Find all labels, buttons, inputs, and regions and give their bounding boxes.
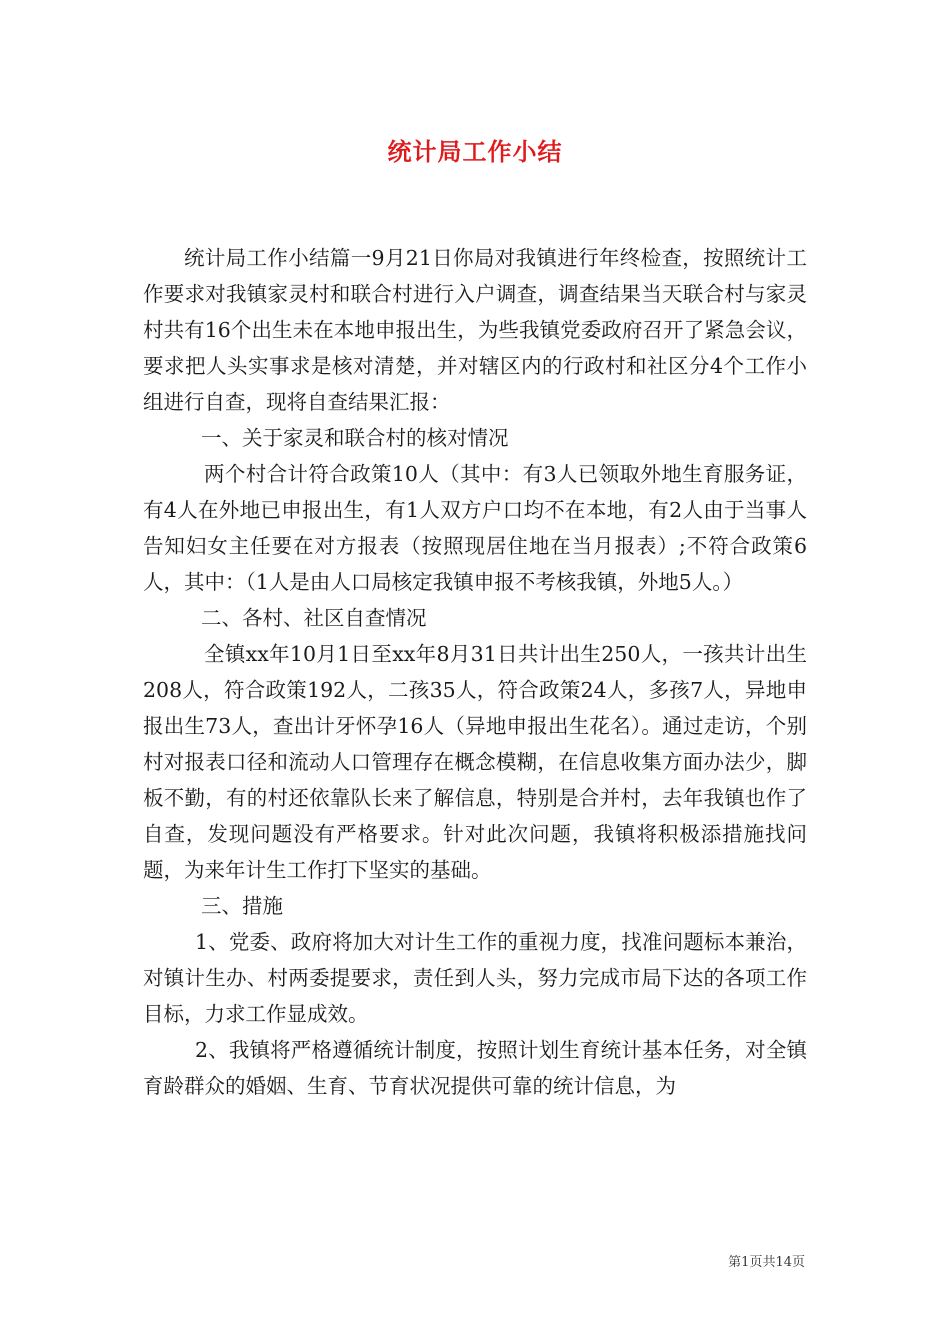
measure-item-1: 1、党委、政府将加大对计生工作的重视力度，找准问题标本兼治，对镇计生办、村两委提要求，责任到人头，努力完成市局下达的各项工作目标，力求工作显成效。 — [143, 930, 807, 1026]
page-number: 第1页共14页 — [728, 1255, 805, 1270]
measure-item-2: 2、我镇将严格遵循统计制度，按照计划生育统计基本任务，对全镇育龄群众的婚姻、生育、节育状况提供可靠的统计信息，为 — [143, 1038, 807, 1098]
section-paragraph-2: 全镇xx年10月1日至xx年8月31日共计出生250人，一孩共计出生208人，符合政策192人，二孩35人，符合政策24人，多孩7人，异地申报出生73人，查出计牙怀孕16人（异地申报出生花名）。通过走访，个别村对报表口径和流动人口管理存在概念模糊，在信息收集方面办法少，脚板不勤，有的村还依靠队长来了解信息，特别是合并村，去年我镇也作了自查，发现问题没有严格要求。针对此次问题，我镇将积极添措施找问题，为来年计生工作打下坚实的基础。 — [143, 642, 807, 882]
document-title: 统计局工作小结 — [387, 137, 563, 166]
section-paragraph-1: 两个村合计符合政策10人（其中：有3人已领取外地生育服务证，有4人在外地已申报出生，有1人双方户口均不在本地，有2人由于当事人告知妇女主任要在对方报表（按照现居住地在当月报表）;不符合政策6人，其中：（1人是由人口局核定我镇申报不考核我镇，外地5人。） — [143, 462, 807, 594]
intro-paragraph: 统计局工作小结篇一9月21日你局对我镇进行年终检查，按照统计工作要求对我镇家灵村和联合村进行入户调查，调查结果当天联合村与家灵村共有16个出生未在本地申报出生，为些我镇党委政府召开了紧急会议，要求把人头实事求是核对清楚，并对辖区内的行政村和社区分4个工作小组进行自查，现将自查结果汇报： — [143, 246, 807, 414]
section-heading-2: 二、各村、社区自查情况 — [201, 606, 427, 630]
section-heading-3: 三、措施 — [201, 894, 283, 918]
section-heading-1: 一、关于家灵和联合村的核对情况 — [201, 426, 509, 450]
document-body — [143, 240, 807, 1104]
